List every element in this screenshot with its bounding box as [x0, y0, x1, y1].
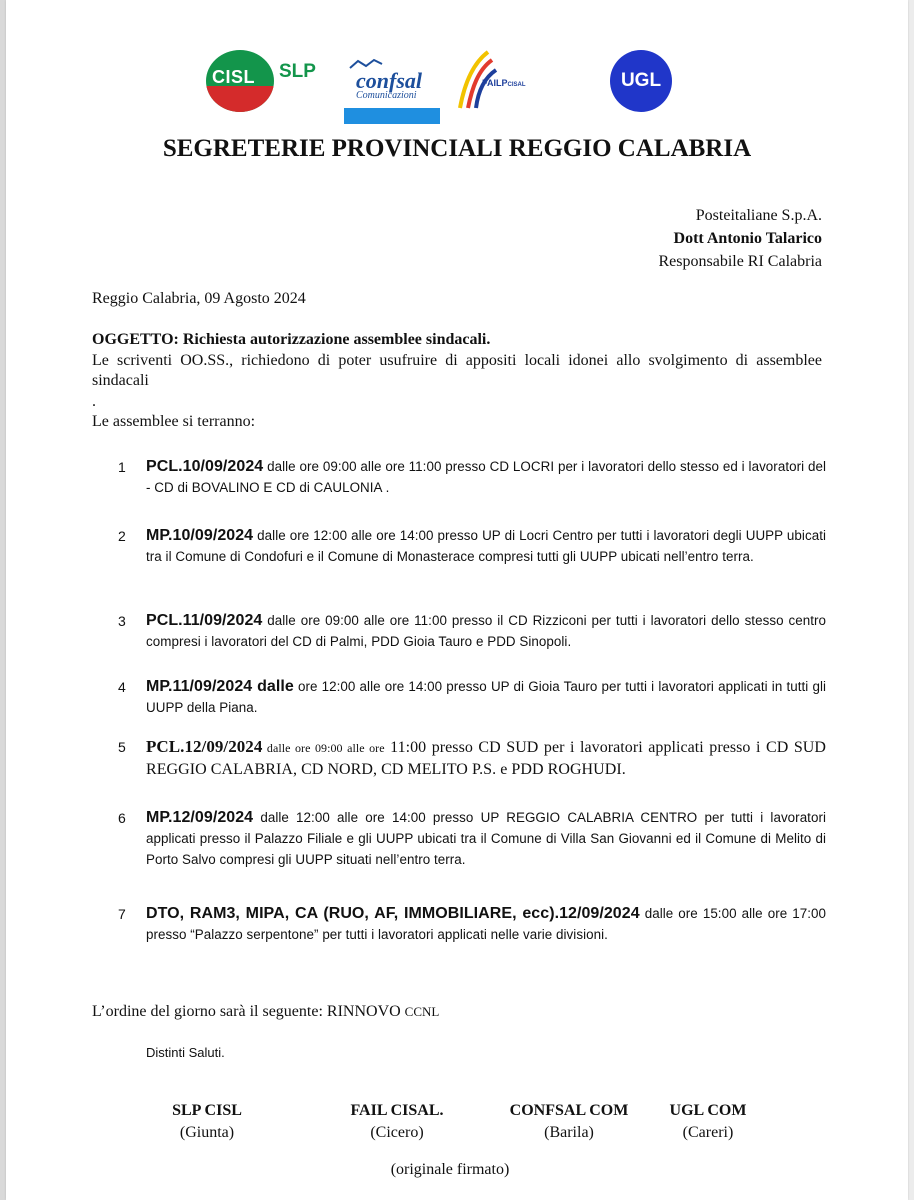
confsal-logo	[344, 58, 440, 124]
signature-person: (Cicero)	[370, 1124, 424, 1141]
slp-logo-text: SLP	[279, 61, 316, 82]
agenda-text: L’ordine del giorno sarà il seguente: RINNOVO	[92, 1003, 405, 1020]
letter-date: Reggio Calabria, 09 Agosto 2024	[92, 290, 306, 307]
document-page	[6, 0, 908, 1200]
list-item-body	[146, 610, 826, 652]
logo-header	[6, 0, 908, 130]
failp-logo-name: FAILP	[482, 78, 508, 88]
list-item-text: dalle ore 15:00 alle ore 17:00 presso “Palazzo serpentone” per tutti i lavoratori applicati nelle varie divisioni.	[146, 906, 826, 942]
letter-intro: Le scriventi OO.SS., richiedono di poter usufruire di appositi locali idonei allo svolgimento di assemblee sindacali	[92, 352, 822, 389]
list-item-head: PCL.11/09/2024	[146, 612, 263, 629]
list-item-body	[146, 456, 826, 498]
list-item-body	[146, 525, 826, 567]
addressee-company: Posteitaliane S.p.A.	[695, 207, 822, 224]
failp-logo-sub: CISAL	[507, 82, 526, 88]
cisl-logo-band	[206, 86, 274, 112]
list-item-head: PCL.10/09/2024	[146, 458, 264, 475]
signature-person: (Giunta)	[179, 1124, 235, 1141]
signature-org: UGL COM	[669, 1102, 747, 1119]
signature-block	[658, 1100, 758, 1144]
list-item-text: 11:00 presso CD SUD per i lavoratori applicati presso i CD SUD REGGIO CALABRIA, CD NORD, CD MELITO P.S. e PDD ROGHUDI.	[146, 739, 826, 778]
list-item-head: MP.12/09/2024	[146, 809, 254, 826]
list-item-head: MP.11/09/2024 dalle	[146, 678, 294, 695]
list-item-text: dalle ore 12:00 alle ore 14:00 presso UP di Locri Centro per tutti i lavoratori degli UUPP ubicati tra il Comune di Condofuri e il Comune di Monasterace compresi tutti gli UUPP ubicati nell’entro terra.	[146, 528, 826, 564]
letter-subject: OGGETTO: Richiesta autorizzazione assemblee sindacali.	[92, 331, 491, 348]
signature-block	[494, 1100, 644, 1144]
list-item-number: 5	[118, 739, 126, 755]
list-item-head: PCL.12/09/2024	[146, 737, 263, 756]
confsal-logo-subtext: Comunicazioni	[356, 90, 417, 101]
signature-block	[332, 1100, 462, 1144]
signature-person: (Careri)	[682, 1124, 734, 1141]
failp-logo-text	[482, 78, 526, 88]
original-signed-note: (originale firmato)	[390, 1161, 510, 1178]
list-item-number: 7	[118, 906, 126, 922]
signature-block	[152, 1100, 262, 1144]
stray-dot: .	[92, 393, 96, 410]
list-item-number: 1	[118, 459, 126, 475]
confsal-logo-text: confsal	[356, 68, 422, 93]
ugl-logo-text: UGL	[620, 70, 662, 91]
addressee-name: Dott Antonio Talarico	[673, 230, 822, 247]
list-item-text: dalle ore 09:00 alle ore 11:00 presso il CD Rizziconi per tutti i lavoratori dello stesso centro compresi i lavoratori del CD di Palmi, PDD Gioia Tauro e PDD Sinopoli.	[146, 613, 826, 649]
list-item-number: 4	[118, 679, 126, 695]
agenda-topic: CCNL	[404, 1004, 440, 1019]
list-item-text: dalle 12:00 alle ore 14:00 presso UP REGGIO CALABRIA CENTRO per tutti i lavoratori applicati presso il Palazzo Filiale e gli UUPP ubicati tra il Comune di Villa San Giovanni ed il Comune di Melito di Porto Salvo compresi gli UUPP situati nell’entro terra.	[146, 810, 826, 867]
confsal-logo-bar	[344, 108, 440, 124]
closing-regards: Distinti Saluti.	[146, 1045, 225, 1060]
list-item-text: dalle ore 09:00 alle ore 11:00 presso CD LOCRI per i lavoratori dello stesso ed i lavoratori del - CD di BOVALINO E CD di CAULONIA .	[146, 459, 826, 495]
cisl-logo	[206, 50, 274, 112]
agenda-line	[92, 1003, 439, 1021]
list-item-number: 6	[118, 810, 126, 826]
signature-person: (Barila)	[544, 1124, 594, 1141]
list-item-body	[146, 807, 826, 870]
list-item-text: ore 12:00 alle ore 14:00 presso UP di Gioia Tauro per tutti i lavoratori applicati in tutti gli UUPP della Piana.	[146, 679, 827, 715]
list-item-head: DTO, RAM3, MIPA, CA (RUO, AF, IMMOBILIARE, ecc).12/09/2024	[146, 905, 640, 922]
confsal-logo-mark	[344, 58, 440, 110]
list-item-number: 3	[118, 613, 126, 629]
addressee-block	[658, 204, 822, 273]
list-lead: Le assemblee si terranno:	[92, 413, 256, 430]
list-item-small-text: dalle ore 09:00 alle ore	[262, 741, 385, 755]
list-item-number: 2	[118, 528, 126, 544]
list-item-body	[146, 736, 826, 781]
list-item-body	[146, 676, 826, 718]
ugl-logo	[610, 50, 672, 112]
signature-org: SLP CISL	[172, 1102, 242, 1119]
list-item-body	[146, 903, 826, 945]
signature-org: FAIL CISAL.	[350, 1102, 444, 1119]
list-item-head: MP.10/09/2024	[146, 527, 254, 544]
letter-title: SEGRETERIE PROVINCIALI REGGIO CALABRIA	[162, 135, 752, 162]
addressee-role: Responsabile RI Calabria	[658, 253, 822, 270]
cisl-logo-text: CISL	[212, 67, 256, 87]
signature-org: CONFSAL COM	[509, 1102, 629, 1119]
